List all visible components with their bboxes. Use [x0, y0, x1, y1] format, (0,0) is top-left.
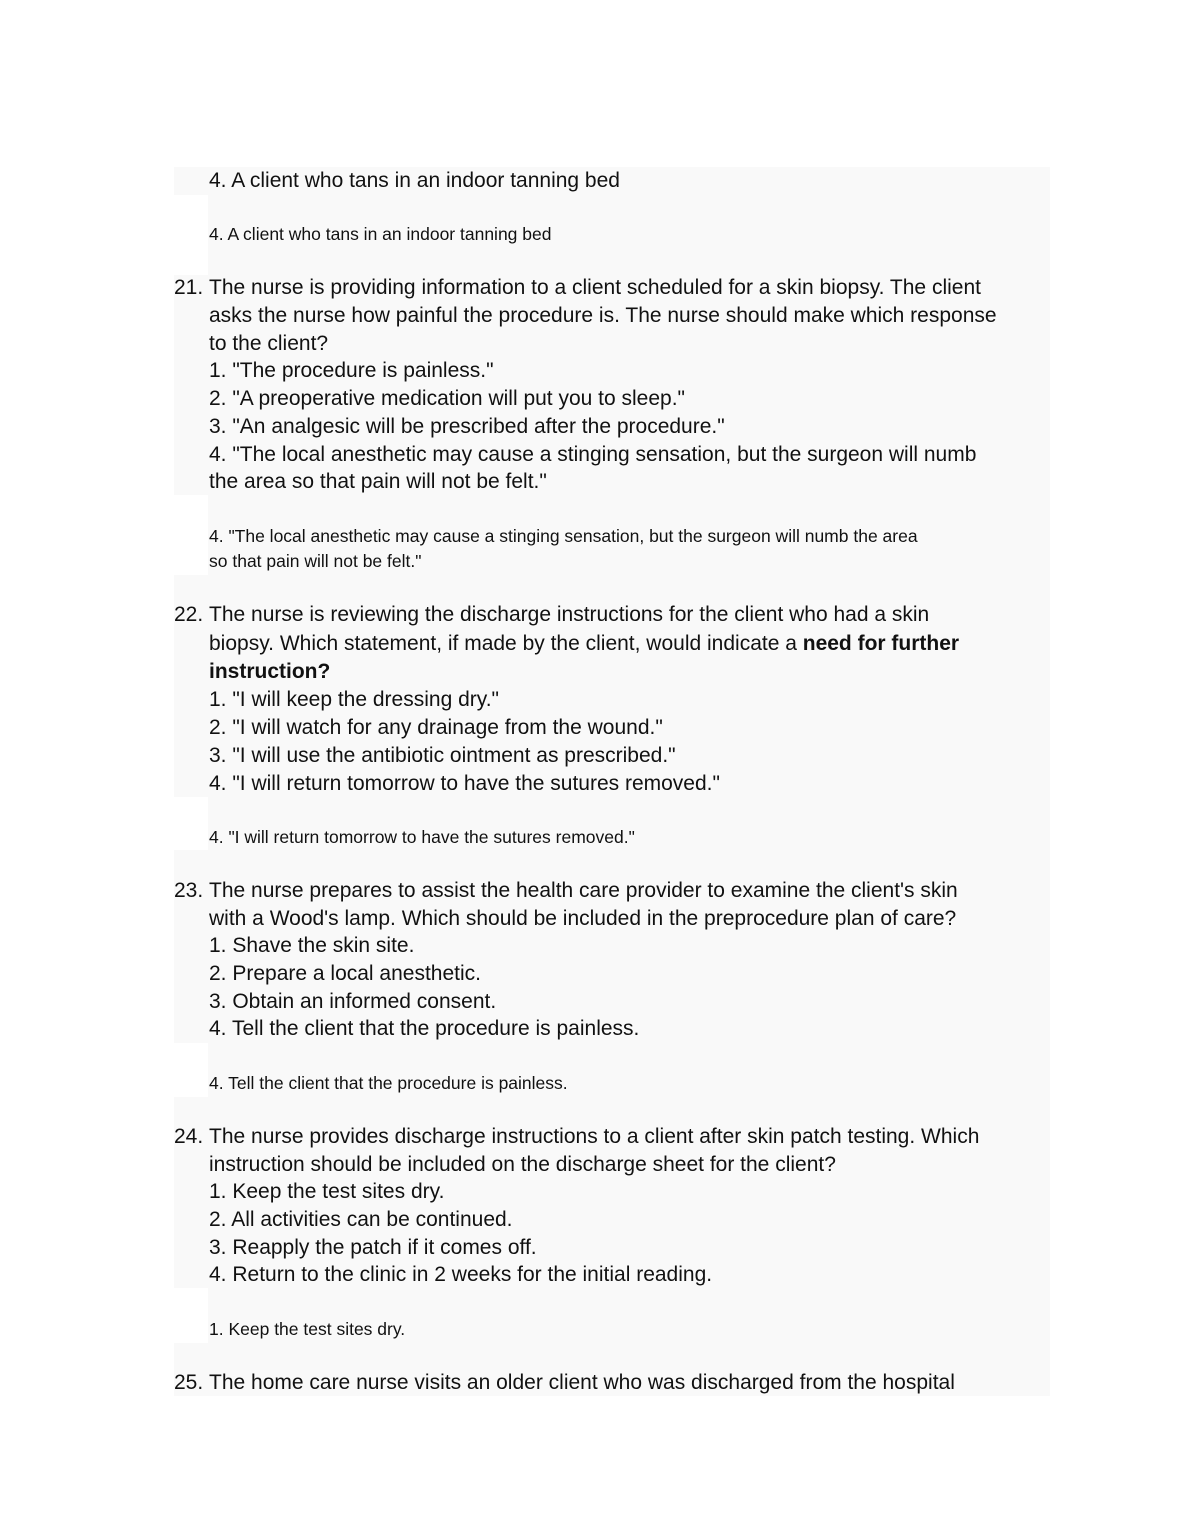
answer-line: 1. Keep the test sites dry.: [209, 1319, 406, 1339]
option-item: 2. "I will watch for any drainage from the wound.": [209, 716, 663, 739]
option-item: 1. "I will keep the dressing dry.": [209, 688, 499, 711]
answer-line: 4. "The local anesthetic may cause a stinging sensation, but the surgeon will numb the area: [209, 526, 918, 546]
question-stem-line: The home care nurse visits an older client who was discharged from the hospital: [209, 1371, 955, 1394]
emphasis-text: need for further: [802, 632, 960, 655]
question-stem-line: with a Wood's lamp. Which should be included in the preprocedure plan of care?: [209, 907, 957, 930]
option-item: 3. "An analgesic will be prescribed after the procedure.": [209, 415, 725, 438]
option-item: the area so that pain will not be felt.": [209, 470, 547, 493]
option-item: 4. Return to the clinic in 2 weeks for the initial reading.: [209, 1263, 713, 1286]
option-item: 3. Reapply the patch if it comes off.: [209, 1236, 537, 1259]
question-stem-line: The nurse provides discharge instructions to a client after skin patch testing. Which: [209, 1125, 980, 1148]
option-item: 1. Keep the test sites dry.: [209, 1180, 445, 1203]
question-stem-line: to the client?: [209, 332, 329, 355]
option-item: 3. "I will use the antibiotic ointment as prescribed.": [209, 744, 676, 767]
question-number: 25.: [174, 1371, 204, 1394]
question-stem-line: The nurse prepares to assist the health care provider to examine the client's skin: [209, 879, 958, 902]
answer-line: so that pain will not be felt.": [209, 551, 422, 571]
option-item: 2. Prepare a local anesthetic.: [209, 962, 481, 985]
question-stem-line: instruction should be included on the discharge sheet for the client?: [209, 1153, 836, 1176]
option-item: 4. "The local anesthetic may cause a stinging sensation, but the surgeon will numb: [209, 443, 977, 466]
partial-answer: 4. A client who tans in an indoor tanning bed: [209, 224, 552, 244]
question-stem-line: [209, 630, 959, 658]
question-number: 23.: [174, 879, 204, 902]
question-stem-line: The nurse is reviewing the discharge instructions for the client who had a skin: [209, 603, 930, 626]
option-item: 4. Tell the client that the procedure is painless.: [209, 1017, 640, 1040]
partial-option: 4. A client who tans in an indoor tanning bed: [209, 169, 620, 192]
option-item: 2. "A preoperative medication will put you to sleep.": [209, 387, 686, 410]
question-stem-text: biopsy. Which statement, if made by the client, would indicate a: [209, 632, 803, 655]
option-item: 1. "The procedure is painless.": [209, 359, 494, 382]
emphasis-text: instruction?: [209, 660, 331, 683]
option-item: 1. Shave the skin site.: [209, 934, 415, 957]
question-number: 21.: [174, 276, 204, 299]
option-item: 4. "I will return tomorrow to have the sutures removed.": [209, 772, 720, 795]
option-item: 2. All activities can be continued.: [209, 1208, 513, 1231]
option-item: 3. Obtain an informed consent.: [209, 990, 497, 1013]
answer-line: 4. Tell the client that the procedure is painless.: [209, 1073, 568, 1093]
answer-line: 4. "I will return tomorrow to have the sutures removed.": [209, 827, 635, 847]
question-stem-line: asks the nurse how painful the procedure is. The nurse should make which response: [209, 304, 997, 327]
question-number: 24.: [174, 1125, 204, 1148]
question-number: 22.: [174, 603, 204, 626]
question-stem-line: The nurse is providing information to a client scheduled for a skin biopsy. The client: [209, 276, 981, 299]
